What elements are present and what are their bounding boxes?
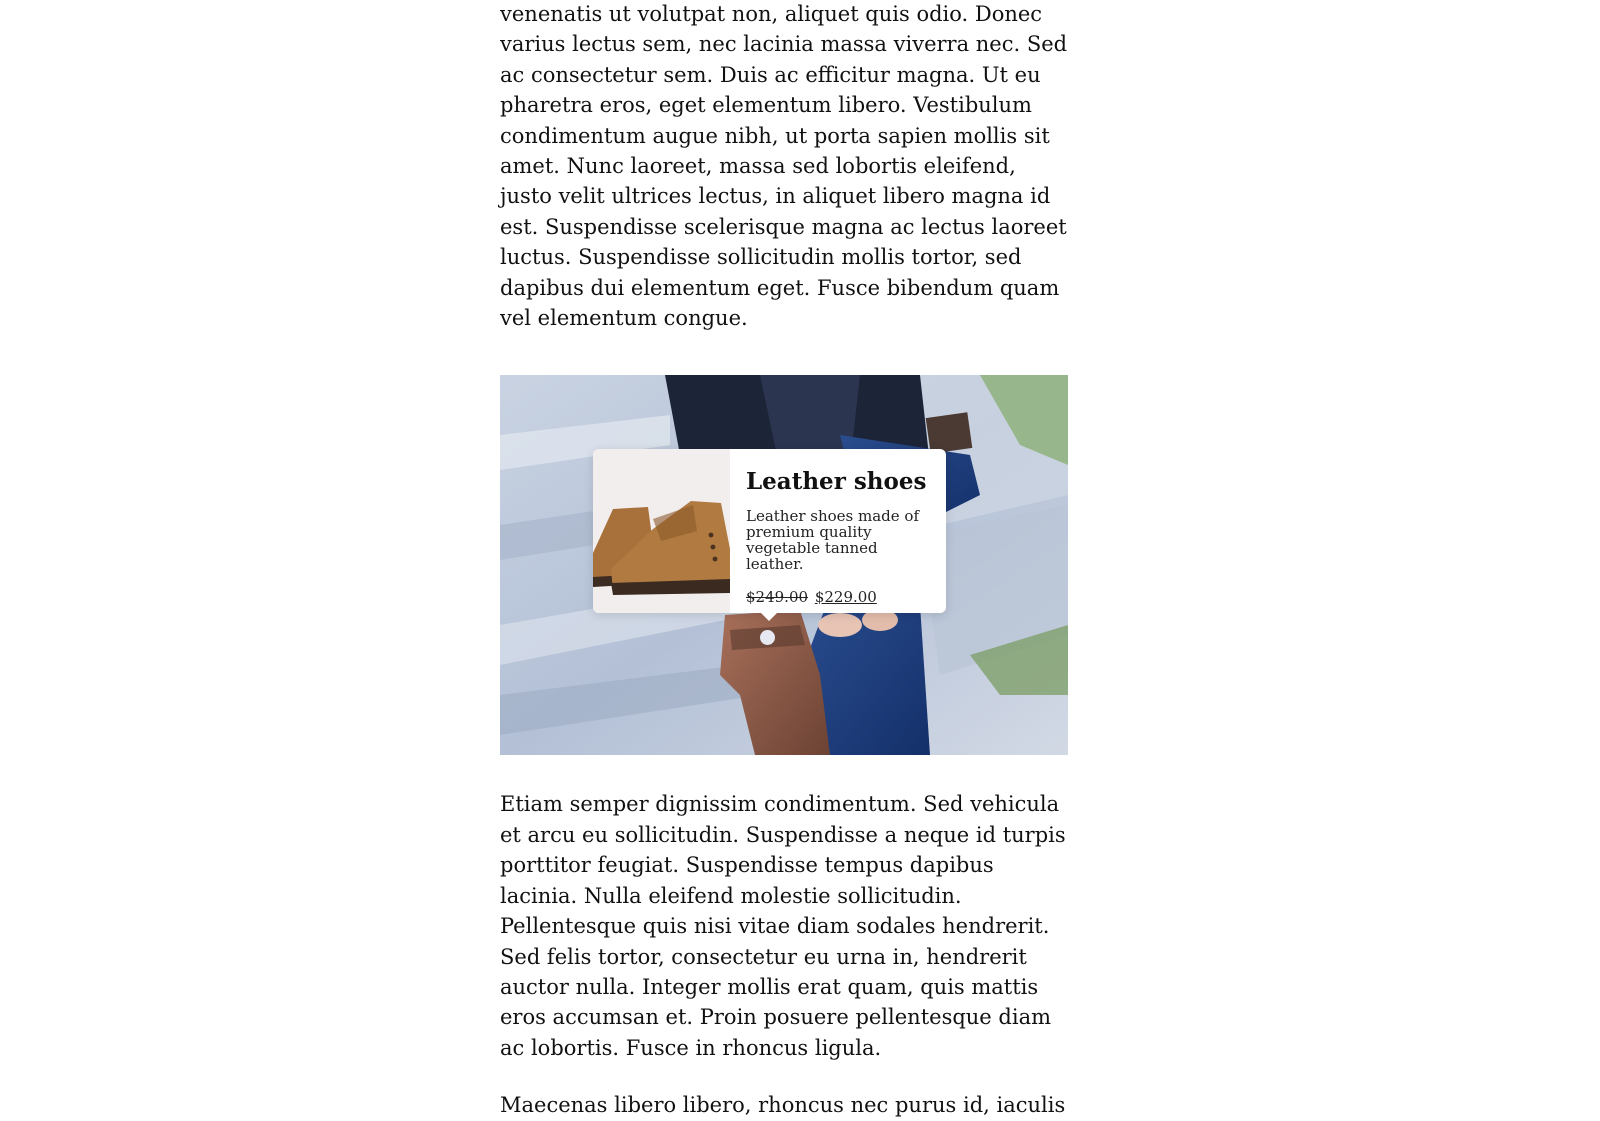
product-tooltip-card[interactable] (593, 449, 946, 613)
article-paragraph-top: venenatis ut volutpat non, aliquet quis odio. Donec varius lectus sem, nec lacinia massa viverra nec. Sed ac consectetur sem. Duis ac efficitur magna. Ut eu pharetra eros, eget elementum libero. Vestibulum condimentum augue nibh, ut porta sapien mollis sit amet. Nunc laoreet, massa sed lobortis eleifend, justo velit ultrices lectus, in aliquet libero magna id est. Suspendisse scelerisque magna ac lectus laoreet luctus. Suspendisse sollicitudin mollis tortor, sed dapibus dui elementum eget. Fusce bibendum quam vel elementum congue. (500, 2, 1068, 331)
article-column (500, 0, 1068, 1121)
product-thumbnail (593, 449, 730, 613)
product-price (746, 588, 936, 606)
article-paragraph-middle: Etiam semper dignissim condimentum. Sed vehicula et arcu eu sollicitudin. Suspendisse a neque id turpis porttitor feugiat. Suspendisse tempus dapibus lacinia. Nulla eleifend molestie sollicitudin. Pellentesque quis nisi vitae diam sodales hendrerit. Sed felis tortor, consectetur eu urna in, hendrerit auctor nulla. Integer mollis erat quam, quis mattis eros accumsan et. Proin posuere pellentesque diam ac lobortis. Fusce in rhoncus ligula. (500, 792, 1066, 1060)
product-description: Leather shoes made of premium quality vegetable tanned leather. (746, 507, 920, 573)
price-original: $249.00 (746, 588, 809, 607)
product-tooltip-body (746, 467, 936, 606)
article-paragraph-bottom: Maecenas libero libero, rhoncus nec purus id, iaculis (500, 1093, 1066, 1118)
price-sale-link[interactable]: $229.00 (814, 588, 877, 607)
tooltip-pointer (761, 613, 777, 621)
hero-image (500, 375, 1068, 755)
leather-shoes-image (593, 449, 730, 613)
product-title: Leather shoes (746, 468, 927, 496)
